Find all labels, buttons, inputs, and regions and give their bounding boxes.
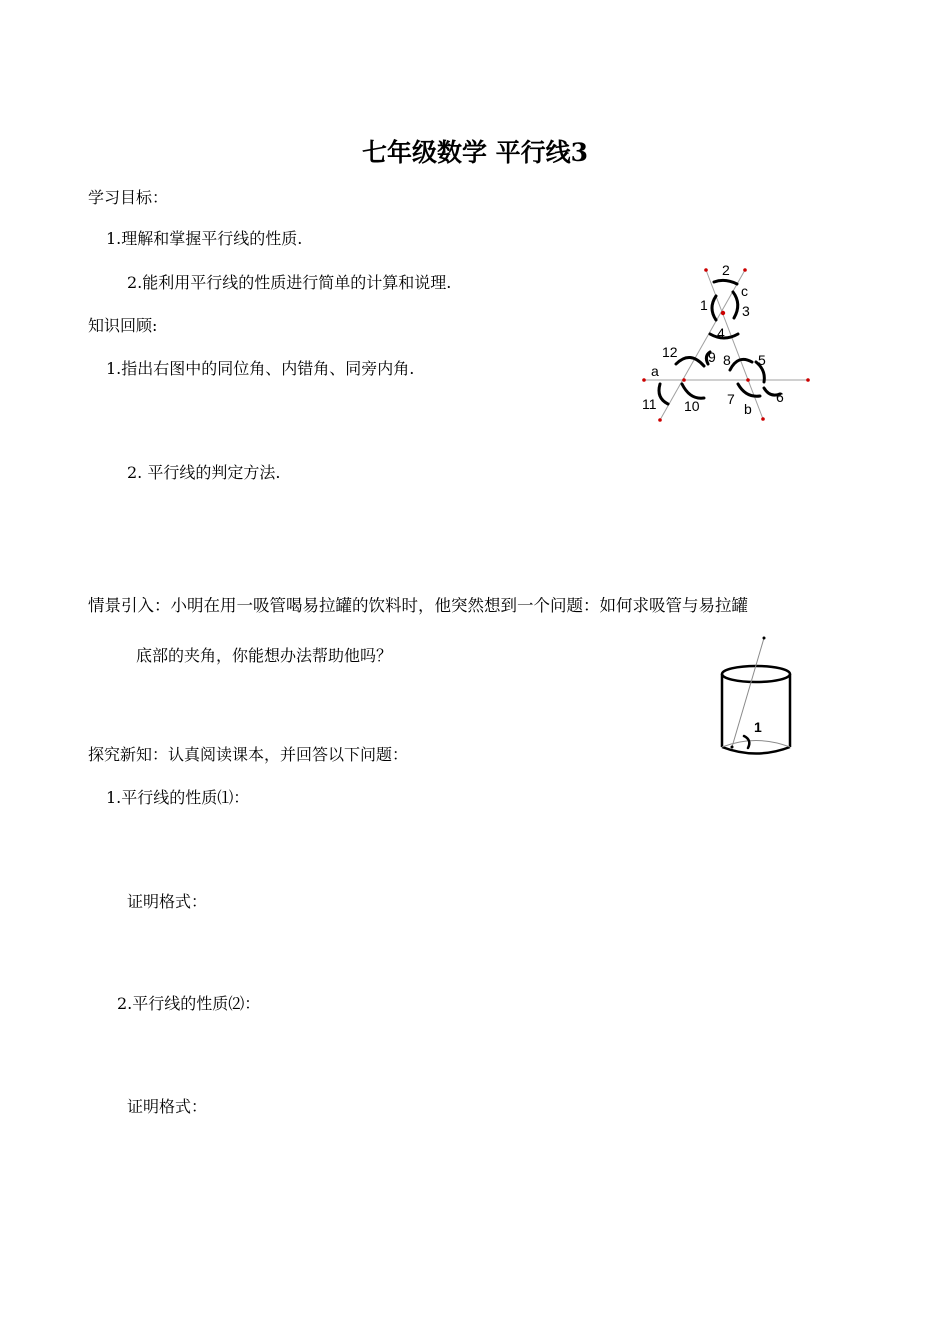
line-label-a: a: [651, 363, 659, 379]
objective-item-2: 2.能利用平行线的性质进行简单的计算和说理.: [127, 273, 452, 292]
proof-format-2: 证明格式：: [127, 1097, 208, 1116]
angle-label-2: 2: [722, 262, 730, 278]
angle-label-11: 11: [642, 396, 657, 412]
page-title: 七年级数学 平行线3: [361, 138, 589, 167]
can-angle-label: 1: [754, 719, 762, 735]
property-2: 2.平行线的性质⑵：: [117, 994, 261, 1013]
property-1: 1.平行线的性质⑴：: [106, 788, 250, 807]
can-figure: [716, 632, 806, 762]
angles-figure: [638, 258, 818, 428]
objective-item-1: 1.理解和掌握平行线的性质.: [106, 229, 303, 248]
angle-label-3: 3: [742, 303, 750, 319]
angle-label-8: 8: [723, 352, 731, 368]
explore-heading: 探究新知：认真阅读课本，并回答以下问题：: [88, 745, 409, 764]
scenario-line-2: 底部的夹角，你能想办法帮助他吗？: [136, 646, 393, 665]
angle-label-12: 12: [662, 344, 678, 360]
angle-label-4: 4: [717, 325, 725, 341]
angle-label-1: 1: [700, 297, 708, 313]
line-label-c: c: [741, 283, 748, 299]
proof-format-1: 证明格式：: [127, 892, 208, 911]
line-label-b: b: [744, 401, 752, 417]
review-heading: 知识回顾:: [88, 316, 158, 335]
angle-label-6: 6: [776, 389, 784, 405]
angle-label-9: 9: [708, 349, 716, 365]
angle-label-5: 5: [758, 352, 766, 368]
review-item-2: 2. 平行线的判定方法.: [127, 463, 281, 482]
angle-label-10: 10: [684, 398, 700, 414]
angle-label-7: 7: [727, 391, 735, 407]
scenario-line-1: 情景引入：小明在用一吸管喝易拉罐的饮料时，他突然想到一个问题：如何求吸管与易拉罐: [88, 596, 748, 615]
review-item-1: 1.指出右图中的同位角、内错角、同旁内角.: [106, 359, 415, 378]
objectives-heading: 学习目标：: [88, 188, 169, 207]
